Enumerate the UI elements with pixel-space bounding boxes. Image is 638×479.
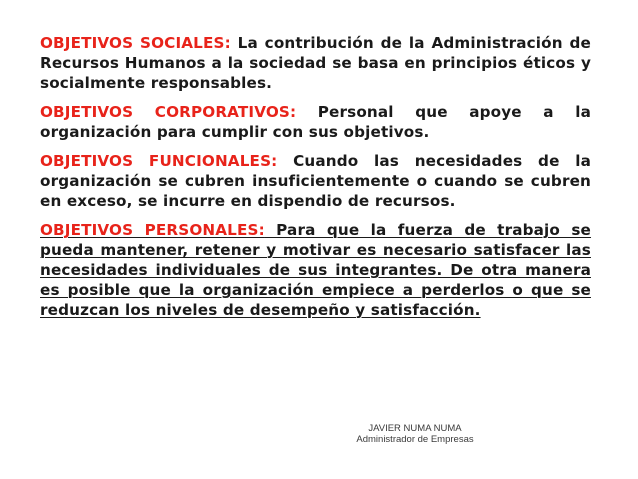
footer-role: Administrador de Empresas [356, 434, 474, 445]
objective-social-heading: OBJETIVOS SOCIALES: [40, 34, 231, 52]
slide-footer [340, 423, 490, 445]
objective-social [40, 33, 591, 93]
objective-functional-text: Cuando las necesidades de la organización se cubren insuficientemente o cuando se cubren en exceso, se incurre en dispendio de recursos. [40, 152, 591, 210]
objective-corporate-text: Personal que apoye a la organización para cumplir con sus objetivos. [40, 103, 591, 141]
objective-functional-heading: OBJETIVOS FUNCIONALES: [40, 152, 278, 170]
objective-personal-heading: OBJETIVOS PERSONALES: [40, 221, 265, 239]
objective-corporate-heading: OBJETIVOS CORPORATIVOS: [40, 103, 297, 121]
objective-personal [40, 220, 591, 320]
objective-corporate [40, 102, 591, 142]
objective-functional [40, 151, 591, 211]
objective-personal-text: Para que la fuerza de trabajo se pueda mantener, retener y motivar es necesario satisfacer las necesidades individuales de sus integrantes. De otra manera es posible que la organización empiece a perderlos o que se reduzcan los niveles de desempeño y satisfacción. [40, 221, 592, 319]
footer-author: JAVIER NUMA NUMA [368, 423, 462, 434]
objective-social-text: La contribución de la Administración de Recursos Humanos a la sociedad se basa en principios éticos y socialmente responsables. [40, 34, 591, 92]
slide-body [40, 33, 591, 329]
